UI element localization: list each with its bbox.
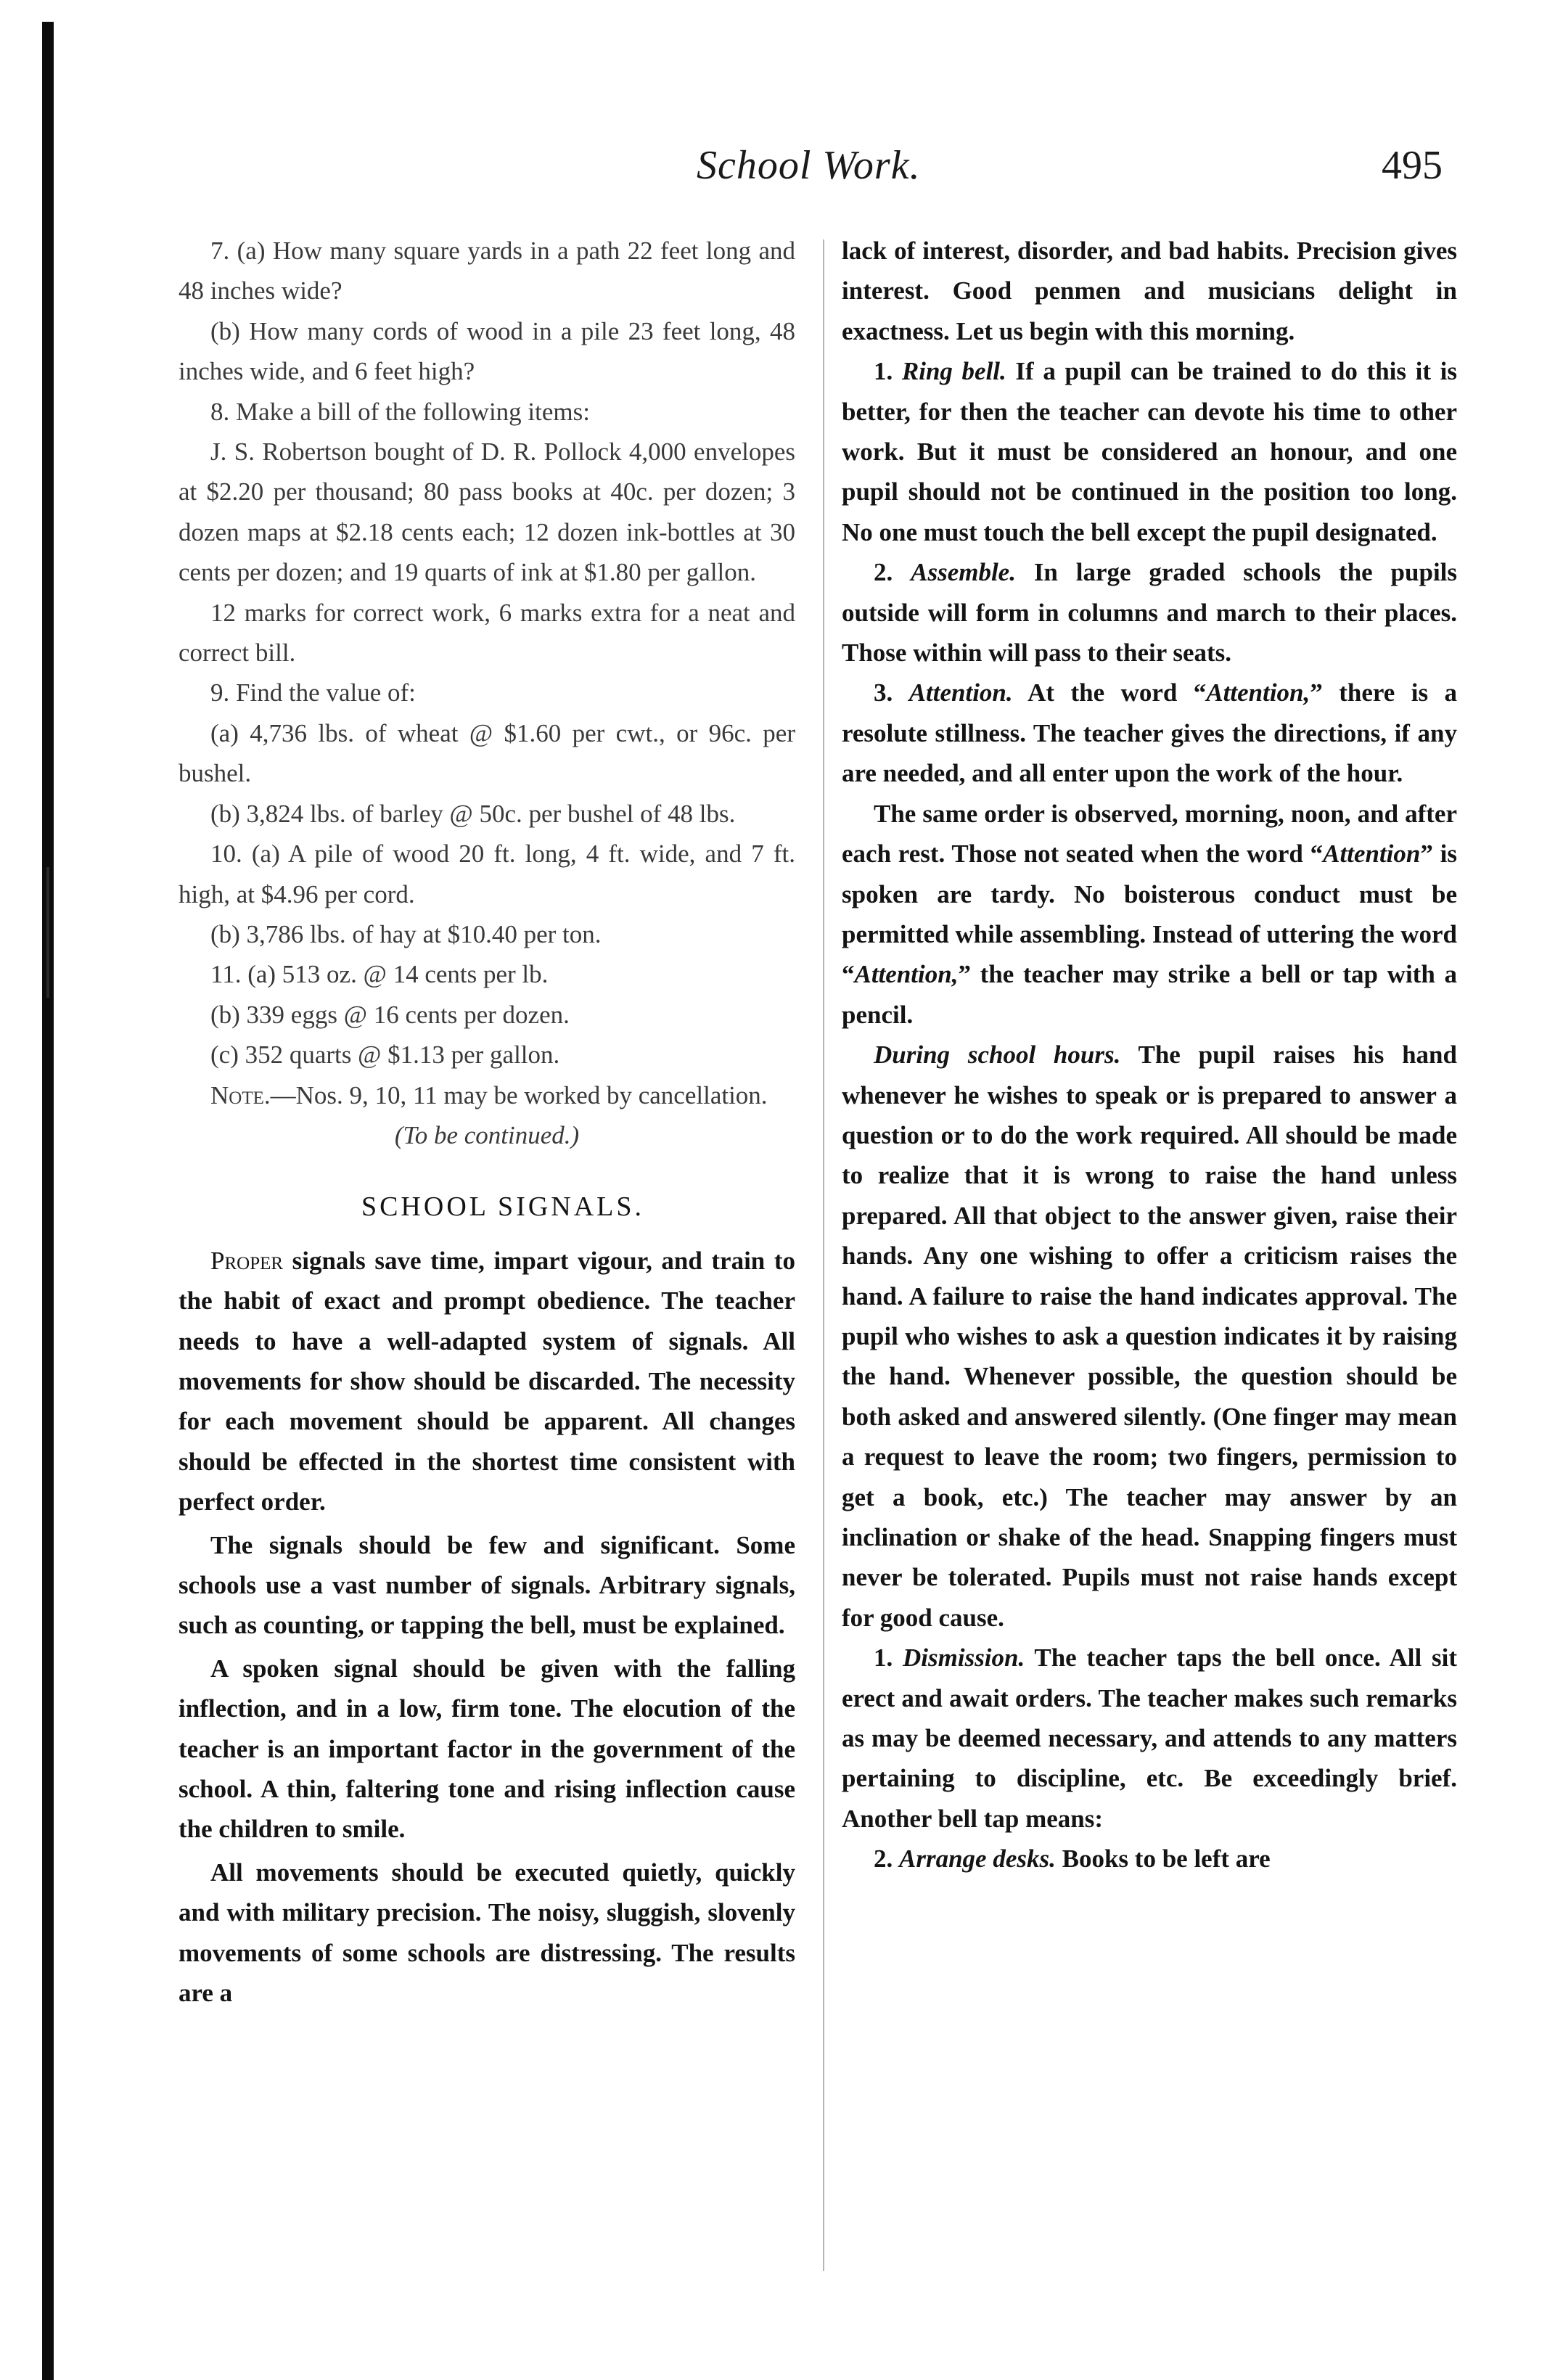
right-column (842, 231, 1457, 1879)
item-text: The teacher taps the bell once. All sit erect and await orders. The teacher makes such remarks as may be deemed necessary, and attends to any matters pertaining to discipline, etc. Be exceedingly brief. Another bell tap means: (842, 1644, 1457, 1833)
problem-7b: (b) How many cords of wood in a pile 23 feet long, 48 inches wide, and 6 feet high? (179, 316, 795, 386)
scan-margin-mark (46, 867, 49, 998)
subsection-title: During school hours. (874, 1041, 1121, 1070)
item-title: Arrange desks. (899, 1844, 1056, 1874)
item-quoted-word: Attention, (1206, 678, 1310, 707)
intro-first-word: Proper (210, 1246, 284, 1275)
to-be-continued: (To be continued.) (394, 1120, 580, 1149)
note-text: —Nos. 9, 10, 11 may be worked by cancellation. (270, 1080, 768, 1109)
page-number: 495 (1382, 143, 1443, 188)
item-title: Assemble. (911, 558, 1016, 587)
signals-paragraph-3: A spoken signal should be given with the falling inflection, and in a low, firm tone. The elocution of the teacher is an important factor in the government of the school. A thin, faltering tone and rising inflection cause the children to smile. (179, 1654, 795, 1844)
item-text: If a pupil can be trained to do this it is better, for then the teacher can devote his time to other work. But it must be considered an honour, and one pupil should not be continued in the position too long. No one must touch the bell except the pupil designated. (842, 357, 1458, 546)
problem-9b: (b) 3,824 lbs. of barley @ 50c. per bushel of 48 lbs. (210, 799, 736, 828)
problem-11c: (c) 352 quarts @ $1.13 per gallon. (210, 1041, 560, 1070)
note-label: Note. (210, 1080, 271, 1109)
scan-page-edge (42, 22, 54, 2380)
problem-11a: 11. (a) 513 oz. @ 14 cents per lb. (210, 960, 549, 989)
item-attention (842, 673, 1457, 793)
item-dismission (842, 1638, 1457, 1839)
item-arrange-desks (842, 1839, 1457, 1879)
section-heading: SCHOOL SIGNALS. (361, 1191, 645, 1223)
quoted-word: Attention (1323, 840, 1421, 869)
problem-11b: (b) 339 eggs @ 16 cents per dozen. (210, 1000, 570, 1029)
note (179, 1075, 795, 1115)
subsection-text: The pupil raises his hand whenever he wishes to speak or is prepared to answer a question or to do the work required. All should be made to realize that it is wrong to raise the hand unless prepared. All that object to the answer given, raise their hands. Any one wishing to offer a criticism raises the hand. A failure to raise the hand indicates approval. The pupil who wishes to ask a question indicates it by raising the hand. Whenever possible, the question should be both asked and answered silently. (One finger may mean a request to leave the room; two fingers, permission to get a book, etc.) The teacher may answer by an inclination or shake of the head. Snapping fingers must never be tolerated. Pupils must not raise hands except for good cause. (842, 1041, 1457, 1632)
during-school-hours (842, 1035, 1457, 1638)
paragraph-text: ” is spoken are tardy. No boisterous conduct must be permitted while assembling. Instead of uttering the word “ (842, 840, 1457, 989)
problem-9: 9. Find the value of: (210, 678, 416, 707)
running-title: School Work. (697, 143, 921, 188)
problem-10b: (b) 3,786 lbs. of hay at $10.40 per ton. (210, 919, 602, 948)
column-divider (823, 239, 824, 2271)
item-ring-bell (842, 351, 1457, 552)
paragraph-text: The same order is observed, morning, noon, and after each rest. Those not seated when the word “ (842, 799, 1457, 869)
quoted-word: Attention, (854, 960, 959, 989)
item-title: Attention. (908, 678, 1013, 707)
left-column (179, 231, 795, 2013)
item-text: ” there is a resolute stillness. The teacher gives the directions, if any are needed, and all enter upon the work of the hour. (842, 678, 1458, 788)
problem-7a: 7. (a) How many square yards in a path 22 feet long and 48 inches wide? (179, 237, 795, 305)
item-text: At the word “ (1012, 678, 1207, 707)
item-number: 3. (874, 678, 909, 707)
item-title: Ring bell. (901, 357, 1006, 386)
item-number: 2. (874, 558, 911, 587)
item-text: In large graded schools the pupils outside will form in columns and march to their places. Those within will pass to their seats. (842, 558, 1458, 668)
signals-paragraph-1-text: signals save time, impart vigour, and train to the habit of exact and prompt obedience. The teacher needs to have a well-adapted system of signals. All movements for show should be discarded. The necessity for each movement should be apparent. All changes should be effected in the shortest time consistent with perfect order. (179, 1246, 795, 1517)
item-number: 1. (874, 357, 902, 386)
signals-paragraph-1 (179, 1241, 795, 1522)
item-title: Dismission. (903, 1644, 1025, 1673)
item-assemble (842, 552, 1457, 673)
problem-8-marks: 12 marks for correct work, 6 marks extra for a neat and correct bill. (179, 598, 795, 668)
signals-paragraph-2: The signals should be few and significant. Some schools use a vast number of signals. Arbitrary signals, such as counting, or tapping the bell, must be explained. (179, 1530, 795, 1640)
signals-paragraph-4: All movements should be executed quietly, quickly and with military precision. The noisy, sluggish, slovenly movements of some schools are distressing. The results are a (179, 1858, 795, 2008)
item-number: 1. (874, 1644, 903, 1673)
item-number: 2. (874, 1844, 899, 1874)
problem-9a: (a) 4,736 lbs. of wheat @ $1.60 per cwt., or 96c. per bushel. (179, 718, 795, 788)
problem-8: 8. Make a bill of the following items: (210, 397, 590, 426)
paragraph-continuation: lack of interest, disorder, and bad habits. Precision gives interest. Good penmen and musicians delight in exactness. Let us begin with this morning. (842, 237, 1457, 345)
same-order-paragraph (842, 794, 1457, 1035)
item-text: Books to be left are (1055, 1844, 1271, 1874)
problem-10a: 10. (a) A pile of wood 20 ft. long, 4 ft. wide, and 7 ft. high, at $4.96 per cord. (179, 840, 795, 908)
page-header (0, 142, 1563, 200)
paragraph-text: ” the teacher may strike a bell or tap with a pencil. (842, 960, 1457, 1029)
problem-8-items: J. S. Robertson bought of D. R. Pollock 4,000 envelopes at $2.20 per thousand; 80 pass books at 40c. per dozen; 3 dozen maps at $2.18 cents each; 12 dozen ink-bottles at 30 cents per dozen; and 19 quarts of ink at $1.80 per gallon. (179, 438, 795, 587)
